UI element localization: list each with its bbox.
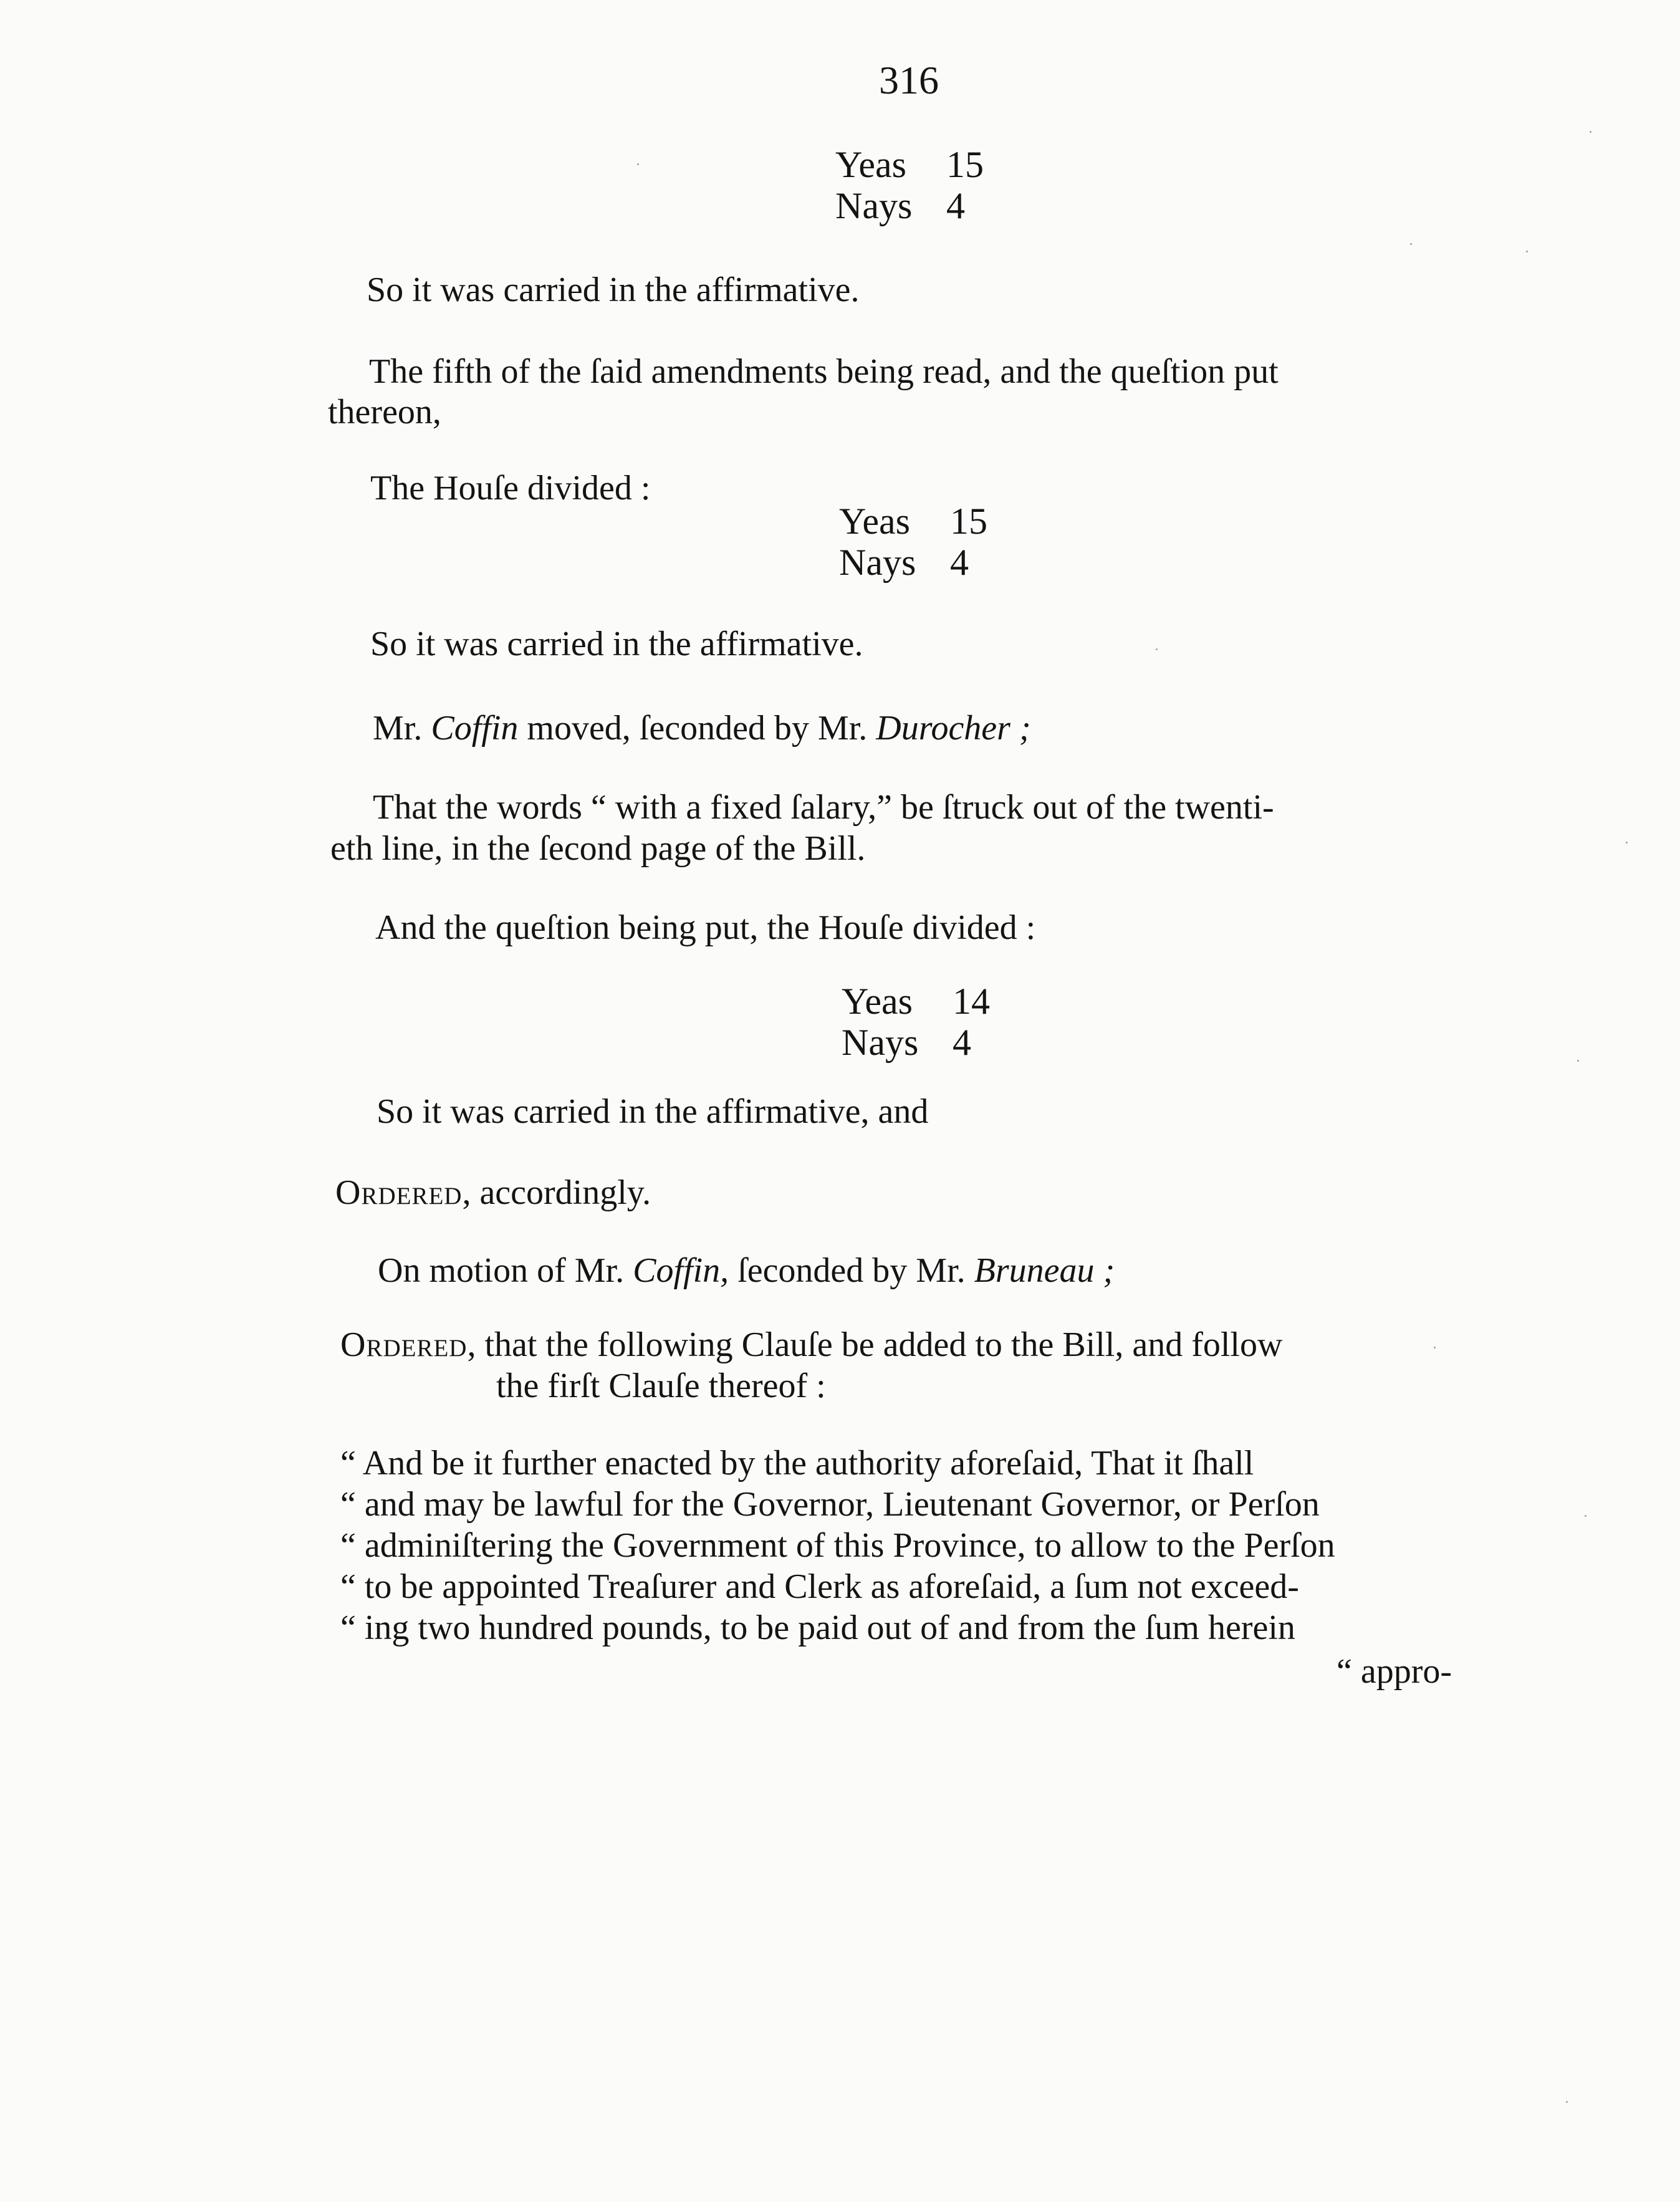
scan-speck <box>1410 243 1412 245</box>
paragraph-carried-1: So it was carried in the affirmative. <box>367 271 860 309</box>
yeas-label: Yeas <box>839 501 910 542</box>
scan-speck <box>1626 842 1628 844</box>
quote-line-5: “ ing two hundred pounds, to be paid out of and from the ſum herein <box>340 1608 1295 1647</box>
paragraph-coffin-moved: Mr. Coffin moved, ſeconded by Mr. Durocher ; <box>373 709 1031 748</box>
yeas-count: 15 <box>946 144 984 185</box>
scan-speck <box>1526 251 1528 252</box>
paragraph-words-struck-line1: That the words “ with a fixed ſalary,” be ſtruck out of the twenti- <box>373 788 1274 827</box>
nays-count: 4 <box>953 1022 971 1063</box>
paragraph-carried-3: So it was carried in the affirmative, and <box>377 1092 929 1131</box>
name-coffin: Coffin <box>431 709 519 748</box>
paragraph-house-divided: The Houſe divided : <box>370 469 651 507</box>
nays-label: Nays <box>835 185 913 226</box>
paragraph-question-put: And the queſtion being put, the Houſe divided : <box>375 908 1036 947</box>
yeas-count: 14 <box>953 981 990 1022</box>
name-bruneau: Bruneau ; <box>974 1251 1115 1290</box>
paragraph-motion-coffin: On motion of Mr. Coffin, ſeconded by Mr. Bruneau ; <box>378 1251 1115 1290</box>
paragraph-fifth-amendment-line1: The fifth of the ſaid amendments being read, and the queſtion put <box>369 352 1279 391</box>
quote-line-3: “ adminiſtering the Government of this Province, to allow to the Perſon <box>340 1526 1335 1565</box>
paragraph-ordered-accordingly: Ordered, accordingly. <box>335 1173 651 1212</box>
paragraph-ordered-clause-line2: the firſt Clauſe thereof : <box>496 1367 826 1405</box>
vote-nays-1 <box>835 185 965 228</box>
scan-speck <box>1577 1060 1579 1062</box>
page-number: 316 <box>879 58 939 102</box>
quote-line-1: “ And be it further enacted by the authority aforeſaid, That it ſhall <box>340 1444 1254 1483</box>
vote-yeas-1 <box>835 143 984 186</box>
vote-yeas-3 <box>842 980 990 1023</box>
nays-label: Nays <box>839 542 916 583</box>
yeas-label: Yeas <box>842 981 913 1022</box>
catchword: “ appro- <box>1337 1652 1452 1691</box>
yeas-count: 15 <box>950 501 987 542</box>
scan-speck <box>1156 648 1158 650</box>
scan-speck <box>637 163 639 165</box>
vote-nays-2 <box>839 541 969 584</box>
yeas-label: Yeas <box>835 144 906 185</box>
nays-count: 4 <box>946 185 965 226</box>
scan-speck <box>1566 2101 1568 2103</box>
quote-line-2: “ and may be lawful for the Governor, Lieutenant Governor, or Perſon <box>340 1485 1320 1524</box>
nays-label: Nays <box>842 1022 919 1063</box>
paragraph-ordered-clause-line1: Ordered, that the following Clauſe be added to the Bill, and follow <box>340 1325 1283 1364</box>
quote-line-4: “ to be appointed Treaſurer and Clerk as aforeſaid, a ſum not exceed- <box>340 1567 1299 1606</box>
paragraph-carried-2: So it was carried in the affirmative. <box>370 625 863 663</box>
name-durocher: Durocher ; <box>876 709 1031 748</box>
paragraph-words-struck-line2: eth line, in the ſecond page of the Bill. <box>330 829 866 868</box>
scan-speck <box>1590 131 1591 133</box>
ordered-label: Ordered <box>340 1325 468 1364</box>
vote-nays-3 <box>842 1021 971 1064</box>
scan-speck <box>1434 1347 1436 1349</box>
nays-count: 4 <box>950 542 969 583</box>
paragraph-fifth-amendment-line2: thereon, <box>328 393 441 431</box>
vote-yeas-2 <box>839 500 987 543</box>
scan-speck <box>1585 1515 1586 1517</box>
name-coffin: Coffin, <box>633 1251 729 1290</box>
ordered-label: Ordered <box>335 1173 463 1212</box>
